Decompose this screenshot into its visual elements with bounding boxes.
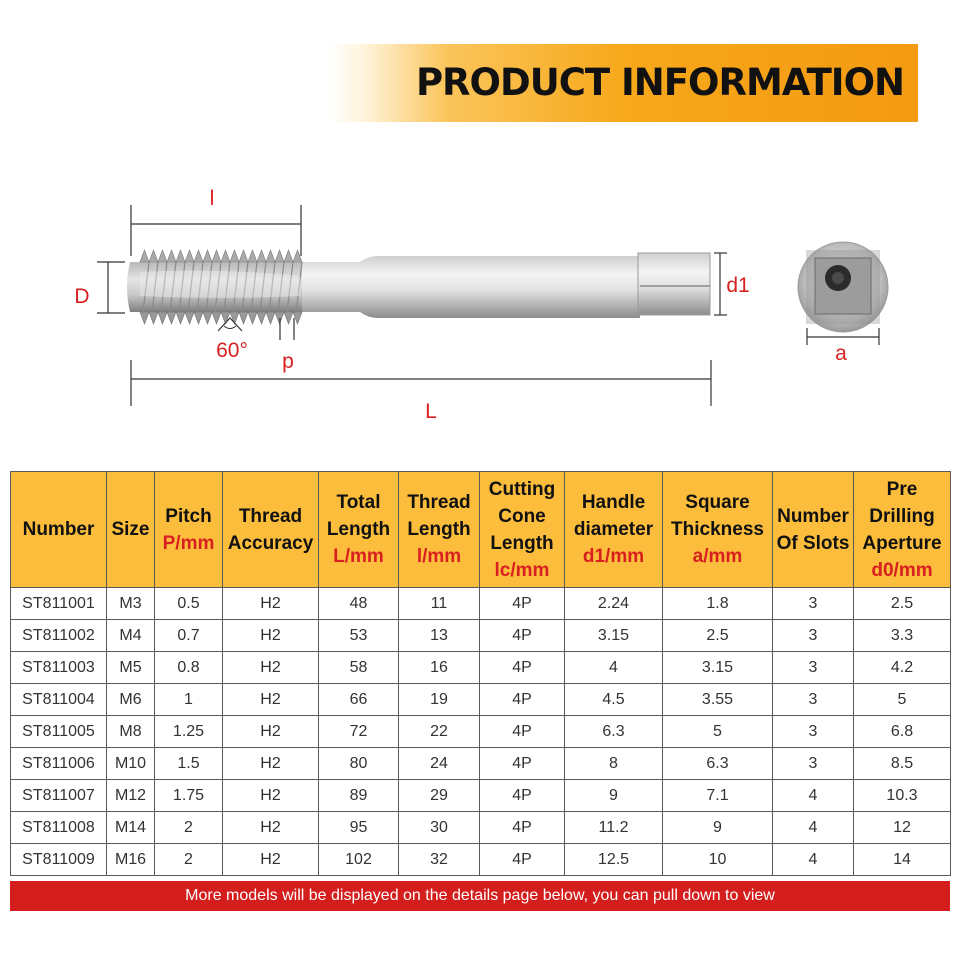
table-cell: 6.3: [565, 716, 663, 748]
table-cell: 8: [565, 748, 663, 780]
column-header-unit: d1/mm: [582, 546, 645, 567]
column-header: [854, 472, 951, 588]
table-cell: 11: [399, 588, 480, 620]
table-cell: 12.5: [565, 844, 663, 876]
column-header-unit: lc/mm: [494, 559, 550, 581]
table-cell: 66: [319, 684, 399, 716]
footer-notice: More models will be displayed on the details page below, you can pull down to view: [10, 881, 950, 911]
table-cell: H2: [223, 620, 319, 652]
table-cell: M6: [107, 684, 155, 716]
column-header-text: Cone: [498, 505, 546, 527]
column-header-text: Cutting: [488, 478, 556, 500]
table-cell: 6.8: [854, 716, 951, 748]
table-cell: 48: [319, 588, 399, 620]
table-cell: H2: [223, 684, 319, 716]
table-cell: 10.3: [854, 780, 951, 812]
column-header: [773, 472, 854, 588]
table-cell: 32: [399, 844, 480, 876]
dimension-label-p: p: [282, 350, 294, 373]
table-cell: 3.3: [854, 620, 951, 652]
column-header-text: Length: [407, 519, 471, 540]
column-header: [107, 472, 155, 588]
table-cell: ST811003: [11, 652, 107, 684]
table-cell: 1: [155, 684, 223, 716]
table-cell: 16: [399, 652, 480, 684]
table-row: [11, 748, 951, 780]
column-header-unit: a/mm: [692, 546, 743, 567]
column-header: [155, 472, 223, 588]
table-cell: M5: [107, 652, 155, 684]
table-cell: 0.8: [155, 652, 223, 684]
table-row: [11, 812, 951, 844]
column-header: [399, 472, 480, 588]
table-cell: M4: [107, 620, 155, 652]
table-cell: 4: [773, 780, 854, 812]
column-header-text: Number: [777, 505, 849, 527]
table-cell: 11.2: [565, 812, 663, 844]
table-cell: H2: [223, 652, 319, 684]
table-row: [11, 844, 951, 876]
column-header-text: Square: [685, 492, 750, 513]
table-cell: 2: [155, 812, 223, 844]
table-cell: M8: [107, 716, 155, 748]
table-cell: H2: [223, 844, 319, 876]
column-header-text: Size: [111, 519, 150, 540]
table-cell: 29: [399, 780, 480, 812]
table-cell: H2: [223, 780, 319, 812]
table-cell: 3.55: [663, 684, 773, 716]
table-cell: ST811007: [11, 780, 107, 812]
table-cell: 0.5: [155, 588, 223, 620]
table-row: [11, 684, 951, 716]
table-cell: 95: [319, 812, 399, 844]
table-cell: 2.24: [565, 588, 663, 620]
table-cell: 4P: [480, 716, 565, 748]
table-row: [11, 780, 951, 812]
table-cell: 4P: [480, 620, 565, 652]
tap-end-view: [798, 242, 888, 332]
table-cell: 24: [399, 748, 480, 780]
table-cell: ST811001: [11, 588, 107, 620]
table-cell: 5: [663, 716, 773, 748]
table-row: [11, 716, 951, 748]
table-row: [11, 652, 951, 684]
table-cell: 3: [773, 588, 854, 620]
table-cell: 7.1: [663, 780, 773, 812]
column-header-text: Aperture: [862, 532, 942, 554]
column-header-text: Accuracy: [227, 532, 314, 554]
table-cell: 4P: [480, 588, 565, 620]
table-cell: M16: [107, 844, 155, 876]
column-header: [319, 472, 399, 588]
table-cell: ST811005: [11, 716, 107, 748]
table-cell: 80: [319, 748, 399, 780]
table-cell: H2: [223, 716, 319, 748]
column-header-text: Total: [336, 492, 381, 513]
column-header-unit: d0/mm: [871, 559, 933, 581]
table-cell: 4P: [480, 684, 565, 716]
column-header: [480, 472, 565, 588]
table-cell: H2: [223, 588, 319, 620]
table-cell: 19: [399, 684, 480, 716]
column-header-text: Length: [326, 519, 391, 540]
table-cell: 4.2: [854, 652, 951, 684]
column-header-unit: l/mm: [416, 546, 462, 567]
table-cell: 9: [663, 812, 773, 844]
table-cell: 72: [319, 716, 399, 748]
column-header-text: diameter: [573, 519, 654, 540]
table-cell: 12: [854, 812, 951, 844]
table-cell: 3: [773, 652, 854, 684]
column-header-text: Thickness: [671, 519, 764, 540]
table-cell: ST811006: [11, 748, 107, 780]
column-header-text: Thread: [407, 492, 471, 513]
table-cell: 3: [773, 716, 854, 748]
table-cell: 4: [773, 812, 854, 844]
table-cell: 53: [319, 620, 399, 652]
table-cell: 1.75: [155, 780, 223, 812]
table-cell: 58: [319, 652, 399, 684]
table-cell: 9: [565, 780, 663, 812]
table-cell: 4: [565, 652, 663, 684]
table-cell: ST811004: [11, 684, 107, 716]
table-cell: 4P: [480, 652, 565, 684]
table-cell: 3: [773, 684, 854, 716]
table-cell: 4P: [480, 780, 565, 812]
table-cell: 1.5: [155, 748, 223, 780]
table-cell: ST811008: [11, 812, 107, 844]
table-cell: 4: [773, 844, 854, 876]
table-cell: M10: [107, 748, 155, 780]
dimension-label-l: l: [209, 187, 215, 210]
table-cell: 22: [399, 716, 480, 748]
table-cell: 30: [399, 812, 480, 844]
table-cell: 102: [319, 844, 399, 876]
tap-dimension-diagram: [0, 180, 960, 440]
table-cell: M14: [107, 812, 155, 844]
table-header-row: [11, 472, 951, 588]
column-header-unit: P/mm: [162, 532, 215, 554]
table-cell: ST811009: [11, 844, 107, 876]
column-header: [663, 472, 773, 588]
table-cell: 3.15: [663, 652, 773, 684]
dimension-label-a: a: [835, 342, 847, 365]
page-title: PRODUCT INFORMATION: [415, 61, 904, 104]
column-header: [565, 472, 663, 588]
dimension-label-d1: d1: [726, 274, 750, 297]
table-cell: M3: [107, 588, 155, 620]
table-row: [11, 620, 951, 652]
table-cell: 13: [399, 620, 480, 652]
table-cell: 8.5: [854, 748, 951, 780]
table-cell: ST811002: [11, 620, 107, 652]
spec-table: [10, 471, 951, 876]
table-cell: 14: [854, 844, 951, 876]
table-cell: 3.15: [565, 620, 663, 652]
table-cell: 2: [155, 844, 223, 876]
column-header-text: Of Slots: [776, 532, 850, 554]
column-header-text: Pre: [886, 478, 918, 500]
tap-side-view: [127, 250, 710, 324]
column-header-unit: L/mm: [333, 546, 384, 567]
title-banner: [328, 44, 918, 122]
table-cell: H2: [223, 812, 319, 844]
table-cell: 5: [854, 684, 951, 716]
column-header: [223, 472, 319, 588]
table-cell: 4P: [480, 748, 565, 780]
table-cell: 4P: [480, 812, 565, 844]
table-cell: 2.5: [854, 588, 951, 620]
column-header-text: Drilling: [869, 505, 935, 527]
table-cell: 3: [773, 620, 854, 652]
dimension-label-D: D: [74, 285, 90, 308]
column-header-text: Thread: [238, 505, 303, 527]
table-cell: 2.5: [663, 620, 773, 652]
table-cell: 6.3: [663, 748, 773, 780]
table-cell: H2: [223, 748, 319, 780]
table-cell: 0.7: [155, 620, 223, 652]
table-cell: 3: [773, 748, 854, 780]
table-cell: 4.5: [565, 684, 663, 716]
table-cell: 1.8: [663, 588, 773, 620]
thread-angle-label: 60°: [216, 339, 248, 362]
table-cell: 1.25: [155, 716, 223, 748]
column-header-text: Pitch: [165, 505, 212, 527]
column-header-text: Number: [22, 519, 95, 540]
column-header: [11, 472, 107, 588]
table-cell: 89: [319, 780, 399, 812]
column-header-text: Handle: [581, 492, 646, 513]
table-row: [11, 588, 951, 620]
column-header-text: Length: [490, 532, 554, 554]
table-body: [11, 588, 951, 876]
dimension-label-L: L: [425, 400, 437, 423]
table-cell: 10: [663, 844, 773, 876]
table-cell: 4P: [480, 844, 565, 876]
table-cell: M12: [107, 780, 155, 812]
